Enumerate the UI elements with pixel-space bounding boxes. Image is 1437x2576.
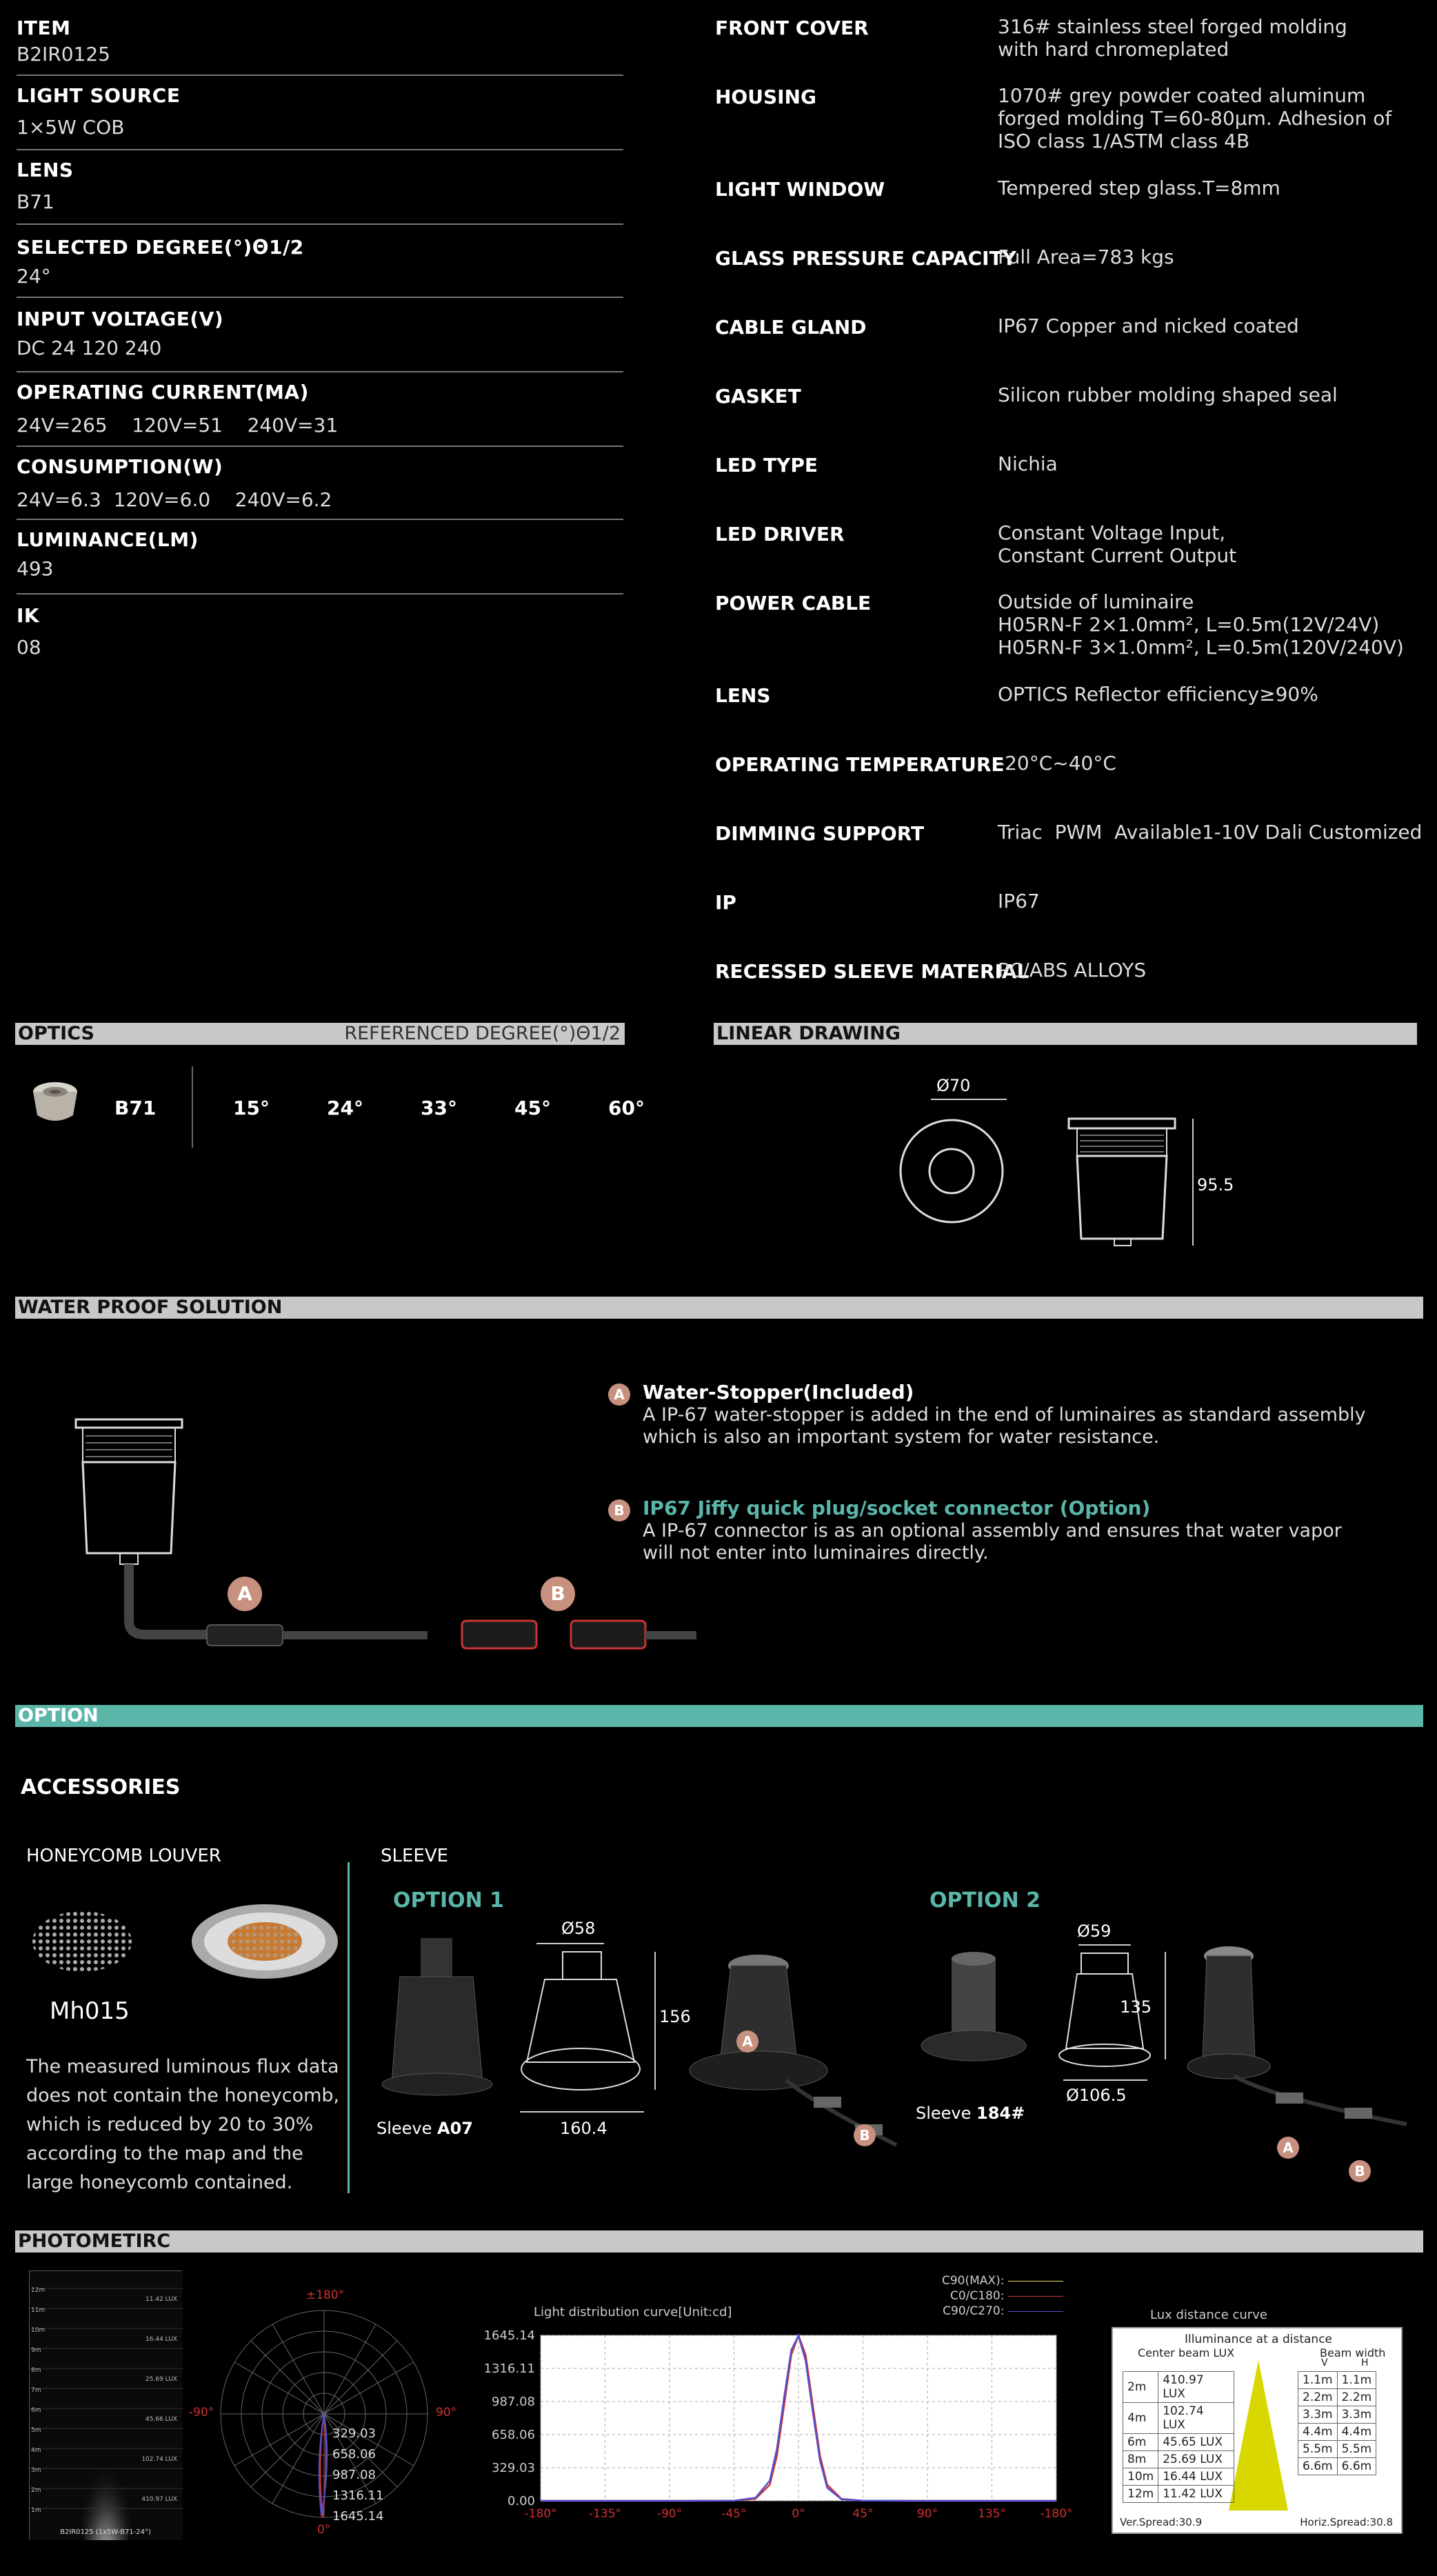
photo-caption: B2IR0125 (1x5W-B71-24°) — [60, 2528, 151, 2536]
spec-value: DC 24 120 240 — [17, 337, 162, 359]
spec-value: IP67 Copper and nicked coated — [998, 314, 1299, 337]
polar-chart — [186, 2290, 476, 2538]
spec-value: Triac PWM Available1-10V Dali Customized — [998, 821, 1423, 843]
honeycomb-title: HONEYCOMB LOUVER — [26, 1846, 221, 1866]
linear-drawing — [896, 1075, 1234, 1268]
degree-option: 24° — [327, 1097, 363, 1119]
divider — [17, 593, 623, 595]
photo-lux-scale: 11.42 LUX 16.44 LUX 25.69 LUX 45.66 LUX 102.74 LUX 410.97 LUX — [141, 2296, 177, 2503]
water-stopper-title: Water-Stopper(Included) — [643, 1381, 914, 1404]
table-row: 1.1m 1.1m — [1298, 2372, 1376, 2389]
option1-sleeve-label: Sleeve A07 — [376, 2119, 474, 2138]
badge-a-small: A — [608, 1384, 630, 1406]
option1-title: OPTION 1 — [393, 1888, 505, 1913]
spec-value: Silicon rubber molding shaped seal — [998, 383, 1338, 406]
lux-table-left — [1123, 2371, 1234, 2503]
y-tick-label: 987.08 — [492, 2395, 535, 2409]
lux-col1: Center beam LUX — [1138, 2346, 1235, 2359]
x-tick-label: -180° — [1040, 2507, 1073, 2521]
spec-label: CABLE GLAND — [715, 316, 867, 339]
badge-b: B — [854, 2124, 876, 2146]
spec-label: LED TYPE — [715, 454, 818, 477]
spec-label: INPUT VOLTAGE(V) — [17, 308, 224, 330]
table-row: 2m 410.97 LUX — [1123, 2372, 1234, 2403]
lux-table-right — [1298, 2371, 1376, 2475]
y-tick-label: 1316.11 — [483, 2362, 535, 2376]
accessories-title: ACCESSORIES — [21, 1775, 181, 1799]
spec-value: Outside of luminaire H05RN-F 2×1.0mm², L=0.5m(12V/24V) H05RN-F 3×1.0mm², L=0.5m(120V/240V) — [998, 590, 1404, 659]
table-row: 5.5m 5.5m — [1298, 2441, 1376, 2458]
divider — [17, 149, 623, 150]
degree-option: 45° — [514, 1097, 551, 1119]
waterproof-header: WATER PROOF SOLUTION — [15, 1297, 1423, 1319]
table-row: 8m 25.69 LUX — [1123, 2451, 1234, 2468]
spec-value: 24V=265 120V=51 240V=31 — [17, 414, 339, 437]
spec-label: HOUSING — [715, 86, 816, 108]
badge-b: B — [1349, 2160, 1371, 2182]
spec-label: LUMINANCE(LM) — [17, 528, 199, 551]
x-tick-label: -90° — [656, 2507, 683, 2521]
spec-label: SELECTED DEGREE(°)Θ1/2 — [17, 236, 304, 259]
option2-title: OPTION 2 — [929, 1888, 1041, 1913]
legend-c90max: C90(MAX): — [942, 2274, 1005, 2288]
option1-base: 160.4 — [560, 2119, 607, 2138]
x-tick-label: -45° — [721, 2507, 747, 2521]
x-tick-label: 45° — [852, 2507, 874, 2521]
table-row: 6m 45.65 LUX — [1123, 2434, 1234, 2451]
spec-label: LENS — [17, 159, 74, 181]
spec-value: Constant Voltage Input, Constant Current Output — [998, 521, 1237, 567]
spec-value: 08 — [17, 636, 41, 659]
spec-label: LIGHT SOURCE — [17, 84, 181, 107]
y-tick-label: 1645.14 — [483, 2328, 535, 2343]
legend-c90c270: C90/C270: — [943, 2304, 1005, 2318]
photo-distance-scale: 12m 11m 10m 9m 8m 7m 6m 5m 4m 3m 2m 1m — [31, 2287, 46, 2514]
option2-height: 135 — [1120, 1997, 1152, 2017]
degree-option: 60° — [608, 1097, 645, 1119]
spec-label: FRONT COVER — [715, 17, 869, 39]
table-row: 4.4m 4.4m — [1298, 2424, 1376, 2441]
spec-value: IP67 — [998, 890, 1040, 912]
spec-label: LED DRIVER — [715, 523, 845, 546]
spec-value: PC/ABS ALLOYS — [998, 959, 1147, 981]
x-tick-label: -180° — [524, 2507, 557, 2521]
optics-header: OPTICS REFERENCED DEGREE(°)Θ1/2 — [15, 1023, 625, 1045]
divider — [17, 519, 623, 520]
water-stopper-text: A IP-67 water-stopper is added in the end of luminaires as standard assembly which is also an important system for water resistance. — [643, 1404, 1366, 1448]
table-row: 2.2m 2.2m — [1298, 2389, 1376, 2406]
hor-spread: Horiz.Spread:30.8 — [1300, 2516, 1393, 2528]
x-tick-label: 0° — [792, 2507, 805, 2521]
spec-label: IP — [715, 891, 736, 914]
divider — [17, 223, 623, 225]
lens-name: B71 — [114, 1097, 157, 1119]
option2-base: Ø106.5 — [1066, 2086, 1127, 2105]
honeycomb-model: Mh015 — [50, 1997, 130, 2025]
chart-title: Light distribution curve[Unit:cd] — [534, 2305, 732, 2319]
table-row: 3.3m 3.3m — [1298, 2406, 1376, 2424]
option1-height: 156 — [659, 2007, 691, 2026]
x-tick-label: -135° — [588, 2507, 622, 2521]
spec-label: ITEM — [17, 17, 71, 39]
badge-b-small: B — [608, 1499, 630, 1521]
connector-title: IP67 Jiffy quick plug/socket connector (Option) — [643, 1497, 1151, 1519]
spec-label: GASKET — [715, 385, 801, 408]
spec-label: LENS — [715, 684, 771, 707]
lux-col2: Beam width — [1320, 2346, 1386, 2359]
polar-top-label: ±180° — [306, 2288, 345, 2302]
polar-ring-labels: 329.03 658.06 987.08 1316.11 1645.14 — [332, 2426, 384, 2524]
lux-h: H — [1361, 2357, 1369, 2368]
spec-label: LIGHT WINDOW — [715, 178, 885, 201]
light-distribution-chart — [476, 2323, 1096, 2544]
spec-label: RECESSED SLEEVE MATERIAL — [715, 960, 1029, 983]
photometric-header: PHOTOMETIRC — [15, 2230, 1423, 2253]
option1-top-diameter: Ø58 — [561, 1919, 596, 1938]
connector-text: A IP-67 connector is as an optional assembly and ensures that water vapor will not enter into luminaires directly. — [643, 1520, 1342, 1564]
sleeve-title: SLEEVE — [381, 1846, 449, 1866]
x-tick-label: 90° — [916, 2507, 938, 2521]
lens-icon — [28, 1072, 83, 1128]
ver-spread: Ver.Spread:30.9 — [1120, 2516, 1203, 2528]
divider — [17, 297, 623, 298]
option-header: OPTION — [15, 1705, 1423, 1727]
x-tick-label: 135° — [978, 2507, 1006, 2521]
lux-table-title: Illuminance at a distance — [1184, 2333, 1333, 2346]
polar-left-label: -90° — [189, 2406, 214, 2419]
linear-drawing-header: LINEAR DRAWING — [714, 1023, 1417, 1045]
spec-value: Full Area=783 kgs — [998, 246, 1174, 268]
option2-drawing — [910, 1921, 1420, 2200]
spec-label: DIMMING SUPPORT — [715, 822, 925, 845]
spec-label: OPERATING TEMPERATURE — [715, 753, 1005, 776]
degree-option: 15° — [233, 1097, 270, 1119]
spec-value: 1×5W COB — [17, 116, 125, 139]
diameter-label: Ø70 — [936, 1076, 971, 1095]
spec-value: Nichia — [998, 452, 1058, 475]
spec-value: Tempered step glass.T=8mm — [998, 177, 1280, 199]
spec-value: B71 — [17, 190, 54, 213]
divider — [17, 371, 623, 372]
divider — [17, 446, 623, 447]
spec-label: OPERATING CURRENT(MA) — [17, 381, 309, 403]
chart-legend — [942, 2273, 1063, 2319]
lens-image — [28, 1072, 83, 1128]
spec-value: 24° — [17, 265, 51, 288]
table-row: 12m 11.42 LUX — [1123, 2486, 1234, 2503]
waterproof-diagram — [62, 1407, 710, 1669]
spec-value: 24V=6.3 120V=6.0 240V=6.2 — [17, 488, 332, 511]
badge-a: A — [1277, 2137, 1299, 2159]
option2-top-diameter: Ø59 — [1077, 1921, 1112, 1941]
polar-right-label: 90° — [436, 2406, 457, 2419]
spec-value: OPTICS Reflector efficiency≥90% — [998, 683, 1318, 706]
beam-photo — [29, 2270, 182, 2539]
spec-value: B2IR0125 — [17, 43, 110, 66]
honeycomb-note: The measured luminous flux data does not contain the honeycomb, which is reduced by 20 to 30% according to the map and the large honeycomb contained. — [26, 2056, 340, 2193]
badge-a: A — [228, 1577, 262, 1611]
option2-sleeve-label: Sleeve 184# — [916, 2104, 1025, 2123]
table-row: 10m 16.44 LUX — [1123, 2468, 1234, 2486]
honeycomb-images — [30, 1904, 341, 1979]
lux-v: V — [1321, 2357, 1328, 2368]
y-tick-label: 658.06 — [492, 2428, 535, 2442]
spec-value: -20°C~40°C — [998, 752, 1116, 775]
height-label: 95.5 — [1197, 1175, 1234, 1195]
y-tick-label: 0.00 — [507, 2494, 535, 2508]
divider — [192, 1066, 193, 1148]
option1-drawing — [372, 1919, 993, 2200]
table-row: 6.6m 6.6m — [1298, 2458, 1376, 2475]
lux-distance-panel — [1112, 2327, 1403, 2534]
spec-label: IK — [17, 604, 40, 627]
spec-value: 1070# grey powder coated aluminum forged molding T=60-80μm. Adhesion of ISO class 1/ASTM class 4B — [998, 84, 1392, 152]
spec-label: GLASS PRESSURE CAPACITY — [715, 247, 1016, 270]
badge-a: A — [736, 2030, 758, 2053]
badge-b: B — [541, 1577, 575, 1611]
spec-label: CONSUMPTION(W) — [17, 455, 223, 478]
spec-value: 493 — [17, 557, 54, 580]
y-tick-label: 329.03 — [492, 2461, 535, 2475]
divider — [348, 1862, 350, 2193]
polar-bottom-label: 0° — [317, 2523, 331, 2537]
spec-label: POWER CABLE — [715, 592, 872, 615]
table-row: 4m 102.74 LUX — [1123, 2403, 1234, 2434]
spec-value: 316# stainless steel forged molding with hard chromeplated — [998, 15, 1347, 61]
degree-option: 33° — [421, 1097, 457, 1119]
divider — [17, 74, 623, 76]
legend-c0c180: C0/C180: — [949, 2289, 1005, 2303]
lux-title: Lux distance curve — [1150, 2308, 1267, 2322]
